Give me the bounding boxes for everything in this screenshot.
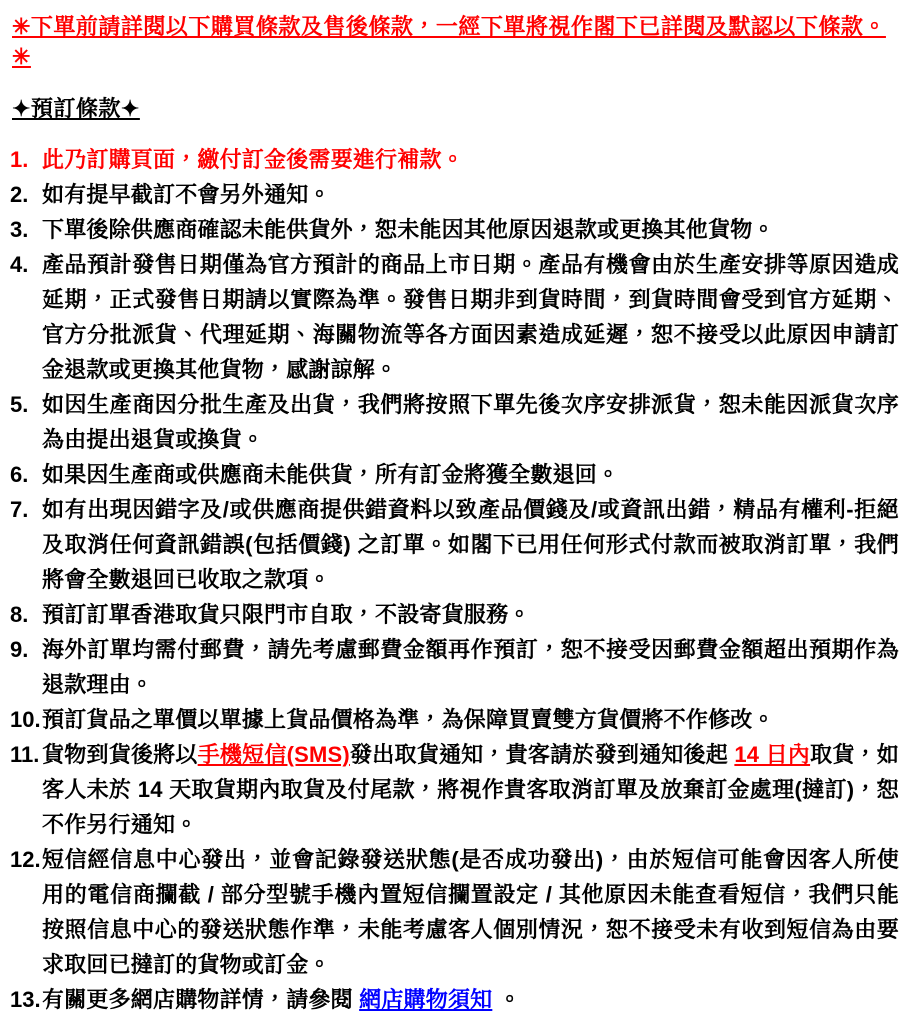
- term-item: [10, 597, 899, 632]
- term-number: 12.: [10, 847, 41, 872]
- term-item: [10, 177, 899, 212]
- term-item: [10, 387, 899, 457]
- term-segment: 短信經信息中心發出，並會記錄發送狀態(是否成功發出)，由於短信可能會因客人所使用的電信商攔截 / 部分型號手機內置短信攔置設定 / 其他原因未能查看短信，我們只能按照信息中心的發送狀態作準，未能考慮客人個別情況，恕不接受未有收到短信為由要求取回已撻訂的貨物或訂金。: [42, 847, 899, 977]
- term-segment: 產品預計發售日期僅為官方預計的商品上市日期。產品有機會由於生產安排等原因造成延期，正式發售日期請以實際為準。發售日期非到貨時間，到貨時間會受到官方延期、官方分批派貨、代理延期、海關物流等各方面因素造成延遲，恕不接受以此原因申請訂金退款或更換其他貨物，感謝諒解。: [42, 252, 899, 382]
- highlighted-term-text: 14 日內: [734, 742, 811, 767]
- term-item: [10, 842, 899, 982]
- term-text: [42, 737, 899, 842]
- term-number: 2.: [10, 182, 29, 207]
- highlighted-term-text: 手機短信(SMS): [197, 742, 350, 767]
- term-segment: 如有出現因錯字及/或供應商提供錯資料以致產品價錢及/或資訊出錯，精品有權利-拒絕及取消任何資訊錯誤(包括價錢) 之訂單。如閣下已用任何形式付款而被取消訂單，我們將會全數退回已收取之款項。: [42, 497, 899, 592]
- term-text: [42, 142, 899, 177]
- term-number: 1.: [10, 147, 29, 172]
- section-heading: ✦預訂條款✦: [12, 96, 140, 121]
- term-item: [10, 702, 899, 737]
- term-item: [10, 142, 899, 177]
- term-item: [10, 632, 899, 702]
- term-segment: 發出取貨通知，貴客請於發到通知後起: [349, 742, 735, 767]
- term-text: [42, 597, 899, 632]
- term-item: [10, 982, 899, 1017]
- term-text: [42, 842, 899, 982]
- term-number: 3.: [10, 217, 29, 242]
- term-segment: 預訂貨品之單價以單據上貨品價格為準，為保障買賣雙方貨價將不作修改。: [42, 707, 775, 732]
- term-text: [42, 457, 899, 492]
- term-number: 11.: [10, 742, 40, 767]
- term-text: [42, 177, 899, 212]
- term-segment: 海外訂單均需付郵費，請先考慮郵費金額再作預訂，恕不接受因郵費金額超出預期作為退款理由。: [42, 637, 899, 697]
- term-item: [10, 492, 899, 597]
- term-number: 4.: [10, 252, 29, 277]
- term-text: [42, 212, 899, 247]
- term-segment: 如果因生產商或供應商未能供貨，所有訂金將獲全數退回。: [42, 462, 620, 487]
- term-segment: 下單後除供應商確認未能供貨外，恕未能因其他原因退款或更換其他貨物。: [42, 217, 775, 242]
- term-item: [10, 457, 899, 492]
- store-shopping-notice-link[interactable]: 網店購物須知: [359, 987, 493, 1012]
- term-number: 7.: [10, 497, 29, 522]
- term-segment: 預訂訂單香港取貨只限門市自取，不設寄貨服務。: [42, 602, 531, 627]
- term-text: [42, 247, 899, 387]
- term-segment: 此乃訂購頁面，繳付訂金後需要進行補款。: [42, 147, 464, 172]
- term-text: [42, 632, 899, 702]
- term-text: [42, 492, 899, 597]
- page-title: ✳下單前請詳閱以下購買條款及售後條款，一經下單將視作閣下已詳閱及默認以下條款。✳: [12, 14, 886, 69]
- term-segment: 如因生產商因分批生產及出貨，我們將按照下單先後次序安排派貨，恕未能因派貨次序為由提出退貨或換貨。: [42, 392, 899, 452]
- term-segment: 。: [492, 987, 521, 1012]
- term-item: [10, 212, 899, 247]
- term-segment: 如有提早截訂不會另外通知。: [42, 182, 331, 207]
- term-number: 13.: [10, 987, 41, 1012]
- term-number: 9.: [10, 637, 29, 662]
- term-number: 10.: [10, 707, 41, 732]
- term-text: [42, 702, 899, 737]
- term-item: [10, 247, 899, 387]
- term-text: [42, 387, 899, 457]
- term-item: [10, 737, 899, 842]
- term-segment: 貨物到貨後將以: [42, 742, 198, 767]
- term-number: 5.: [10, 392, 29, 417]
- term-segment: 有關更多網店購物詳情，請參閱: [42, 987, 360, 1012]
- term-number: 8.: [10, 602, 29, 627]
- terms-list: [10, 142, 899, 1017]
- term-text: [42, 982, 899, 1017]
- term-number: 6.: [10, 462, 29, 487]
- term-segment: 取貨，如客人未於 14 天取貨期內取貨及付尾款，將視作貴客取消訂單及放棄訂金處理(撻訂)，恕不作另行通知。: [42, 742, 899, 837]
